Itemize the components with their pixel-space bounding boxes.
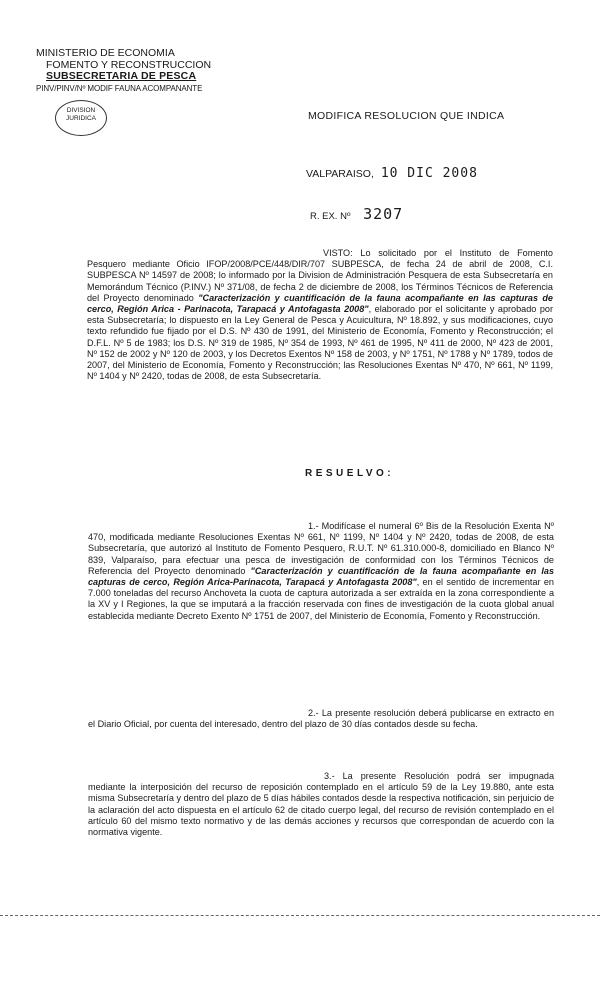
date-stamp: 10 DIC 2008	[380, 166, 478, 181]
article-1-text-1: 1.- Modifícase el numeral 6º Bis de la Resolución Exenta Nº 470, modificada mediante Resoluciones Exentas Nº 661, Nº 1199, Nº 1404 y Nº 2420, todas de 2008, de esta Subsecretaría, que autorizó al Instituto de Fomento Pesquero, R.U.T. Nº 61.310.000-8, domiciliado en Blanco Nº 839, Valparaíso, para efectuar una pesca de investigación de conformidad con los Términos Técnicos de Referencia del Proyecto denominado	[88, 521, 554, 576]
place-date	[306, 166, 478, 181]
resolution-number	[310, 205, 403, 223]
rex-label: R. EX. Nº	[310, 211, 351, 222]
article-1-text-2: , en el sentido de incrementar en 7.000 toneladas del recurso Anchoveta la cuota de captura autorizada a ser extraída en la zona correspondiente a la XV y I Regiones, la que se imputará a la fracción reservada con fines de investigación de la cuota global anual establecida mediante Decreto Exento Nº 1751 de 2007, del Ministerio de Economía, Fomento y Reconstrucción.	[88, 577, 554, 621]
subsecretaria-name: SUBSECRETARIA DE PESCA	[46, 70, 197, 82]
resuelvo-heading: RESUELVO:	[305, 468, 395, 479]
ministry-name: MINISTERIO DE ECONOMIA	[36, 47, 175, 59]
visto-paragraph	[87, 248, 553, 382]
reference-code: PINV/PINV/Nº MODIF FAUNA ACOMPANANTE	[36, 83, 203, 93]
page-divider	[0, 915, 600, 916]
stamp-line-1: DIVISION	[66, 107, 96, 114]
visto-project-title: "Caracterización y cuantificación de la fauna acompañante en las capturas de cerco, Región Arica - Parinacota, Tarapacá y Antofagasta 2008"	[87, 292, 553, 315]
visto-text-1: VISTO: Lo solicitado por el Instituto de Fomento Pesquero mediante Oficio IFOP/2008/PCE/448/DIR/707 SUBPESCA, de fecha 24 de abril de 2008, C.I. SUBPESCA Nº 14597 de 2008; lo informado por la Division de Administración Pesquera de esta Subsecretaría en Memorándum Técnico (P.INV.) Nº 371/08, de fecha 2 de diciembre de 2008, los Términos Técnicos de Referencia del Proyecto denominado	[87, 248, 553, 303]
stamp-line-2: JURIDICA	[66, 115, 96, 122]
ministry-subtitle: FOMENTO Y RECONSTRUCCION	[46, 58, 212, 71]
place-label: VALPARAISO,	[306, 168, 374, 180]
article-1-project-title: "Caracterización y cuantificación de la fauna acompañante en las capturas de cerco, Región Arica-Parinacota, Tarapacá y Antofagasta 2008"	[88, 565, 555, 588]
article-3: 3.- La presente Resolución podrá ser impugnada mediante la interposición del recurso de reposición contemplado en el artículo 59 de la Ley 19.880, ante esta misma Subsecretaría y dentro del plazo de 5 días hábiles contados desde la respectiva notificación, sin perjuicio de la aclaración del acto dispuesta en el artículo 62 de citado cuerpo legal, del recurso de revisión contemplado en el artículo 60 del mismo texto normativo y de las demás acciones y recursos que correspondan de acuerdo con la normativa vigente.	[88, 771, 554, 838]
division-stamp	[55, 100, 107, 136]
article-1	[88, 521, 554, 622]
rex-number: 3207	[363, 205, 404, 223]
document-subject: MODIFICA RESOLUCION QUE INDICA	[308, 110, 505, 122]
article-2: 2.- La presente resolución deberá publicarse en extracto en el Diario Oficial, por cuenta del interesado, dentro del plazo de 30 días contados desde su fecha.	[88, 708, 554, 730]
visto-text-2: , elaborado por el solicitante y aprobado por esta Subsecretaría; lo dispuesto en la Ley General de Pesca y Acuicultura, Nº 18.892, y sus modificaciones, cuyo texto refundido fue fijado por el D.S. Nº 430 de 1991, del Ministerio de Economía, Fomento y Reconstrucción; el D.F.L. Nº 5 de 1983; los D.S. Nº 319 de 1985, Nº 354 de 1993, Nº 461 de 1995, Nº 411 de 2000, Nº 423 de 2001, Nº 152 de 2002 y Nº 120 de 2003, y los Decretos Exentos Nº 158 de 2003, y Nº 1751, Nº 1788 y Nº 1789, todos de 2007, del Ministerio de Economía, Fomento y Reconstrucción; las Resoluciones Exentas Nº 470, Nº 661, Nº 1199, Nº 1404 y Nº 2420, todas de 2008, de esta Subsecretaría.	[87, 304, 553, 382]
ministry-header	[36, 48, 226, 94]
